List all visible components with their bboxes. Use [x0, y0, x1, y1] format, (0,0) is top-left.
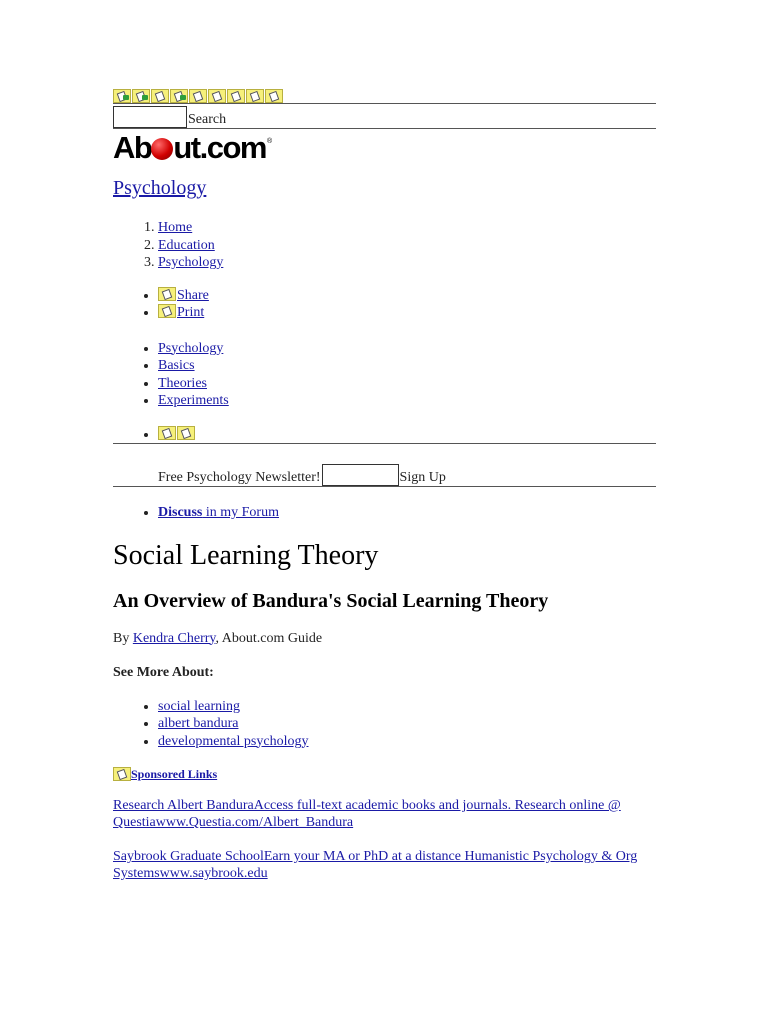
broken-image-icon[interactable] — [208, 89, 226, 103]
topic-item — [158, 340, 656, 358]
see-more-item — [158, 698, 656, 716]
share-link[interactable]: Share — [177, 287, 209, 303]
broken-image-icon[interactable] — [113, 767, 131, 781]
logo-text-left: Ab — [113, 130, 152, 165]
logo-text-right: ut.com — [173, 130, 266, 165]
icon-list — [113, 426, 656, 444]
broken-image-icon[interactable] — [246, 89, 264, 103]
page-content — [113, 89, 656, 882]
see-more-link-albert-bandura[interactable]: albert bandura — [158, 716, 239, 731]
arrow-icon[interactable] — [132, 89, 150, 103]
sign-up-button[interactable]: Sign Up — [399, 470, 446, 485]
divider — [113, 128, 656, 129]
breadcrumb-item — [158, 219, 656, 237]
newsletter-label: Free Psychology Newsletter! — [158, 470, 321, 485]
see-more-item — [158, 733, 656, 751]
print-link[interactable]: Print — [177, 305, 205, 320]
topic-link-experiments[interactable]: Experiments — [158, 393, 229, 408]
breadcrumb-item — [158, 237, 656, 255]
share-icon[interactable] — [158, 287, 176, 301]
see-more-list — [113, 698, 656, 751]
breadcrumb-link-home[interactable]: Home — [158, 220, 193, 235]
action-list — [113, 287, 656, 322]
print-icon[interactable] — [158, 304, 176, 318]
section-title — [113, 177, 656, 203]
see-more-item — [158, 715, 656, 733]
byline — [113, 630, 656, 648]
action-item — [158, 304, 656, 322]
broken-image-icon[interactable] — [189, 89, 207, 103]
breadcrumb-item — [158, 254, 656, 272]
ad-link-saybrook[interactable]: Saybrook Graduate SchoolEarn your MA or PhD at a distance Humanistic Psychology & Org Systemswww.saybrook.edu — [113, 849, 638, 881]
topic-link-psychology[interactable]: Psychology — [158, 340, 224, 356]
newsletter-signup — [113, 460, 656, 486]
sponsored-links-heading — [113, 765, 656, 783]
article-title: Social Learning Theory — [113, 539, 379, 571]
arrow-icon[interactable] — [170, 89, 188, 103]
broken-image-icon[interactable] — [177, 426, 195, 440]
top-icon-row — [113, 89, 656, 103]
see-more-link-social-learning[interactable]: social learning — [158, 698, 241, 714]
logo-ball-icon — [151, 138, 173, 160]
see-more-link-developmental-psychology[interactable]: developmental psychology — [158, 733, 309, 749]
article-subtitle: An Overview of Bandura's Social Learning Theory — [113, 589, 549, 612]
search-label[interactable]: Search — [188, 112, 227, 127]
registered-mark: ® — [266, 138, 273, 145]
broken-image-icon[interactable] — [227, 89, 245, 103]
search-input[interactable] — [113, 106, 187, 128]
breadcrumb-link-education[interactable]: Education — [158, 237, 215, 253]
topic-link-basics[interactable]: Basics — [158, 358, 195, 373]
discuss-item — [158, 504, 656, 522]
topic-nav — [113, 340, 656, 410]
discuss-list — [113, 504, 656, 522]
author-link[interactable]: Kendra Cherry — [132, 630, 216, 646]
breadcrumb-link-psychology[interactable]: Psychology — [158, 255, 224, 270]
sponsored-links-link[interactable]: Sponsored Links — [131, 767, 218, 781]
broken-image-icon[interactable] — [158, 426, 176, 440]
byline-prefix: By — [113, 630, 133, 646]
divider — [113, 486, 656, 487]
topic-item — [158, 357, 656, 375]
breadcrumb — [113, 219, 656, 272]
divider — [113, 443, 656, 444]
see-more-heading: See More About: — [113, 664, 214, 680]
arrow-icon[interactable] — [113, 89, 131, 103]
sponsored-ad — [113, 848, 656, 882]
discuss-bold-text: Discuss — [158, 505, 203, 520]
topic-item — [158, 392, 656, 410]
byline-suffix: , About.com Guide — [215, 630, 323, 646]
newsletter-email-input[interactable] — [322, 464, 399, 486]
discuss-link[interactable] — [158, 505, 279, 520]
action-item — [158, 287, 656, 305]
search-bar — [113, 104, 656, 128]
topic-link-theories[interactable]: Theories — [158, 375, 207, 391]
sponsored-ad — [113, 797, 656, 831]
section-title-link[interactable]: Psychology — [113, 177, 207, 199]
icon-list-item — [158, 426, 656, 444]
broken-image-icon[interactable] — [151, 89, 169, 103]
ad-link-questia[interactable]: Research Albert BanduraAccess full-text academic books and journals. Research online @ Questiawww.Questia.com/Albert_Bandura — [113, 798, 621, 830]
broken-image-icon[interactable] — [265, 89, 283, 103]
discuss-rest-text: in my Forum — [202, 505, 279, 520]
topic-item — [158, 375, 656, 393]
about-logo[interactable] — [113, 130, 656, 165]
